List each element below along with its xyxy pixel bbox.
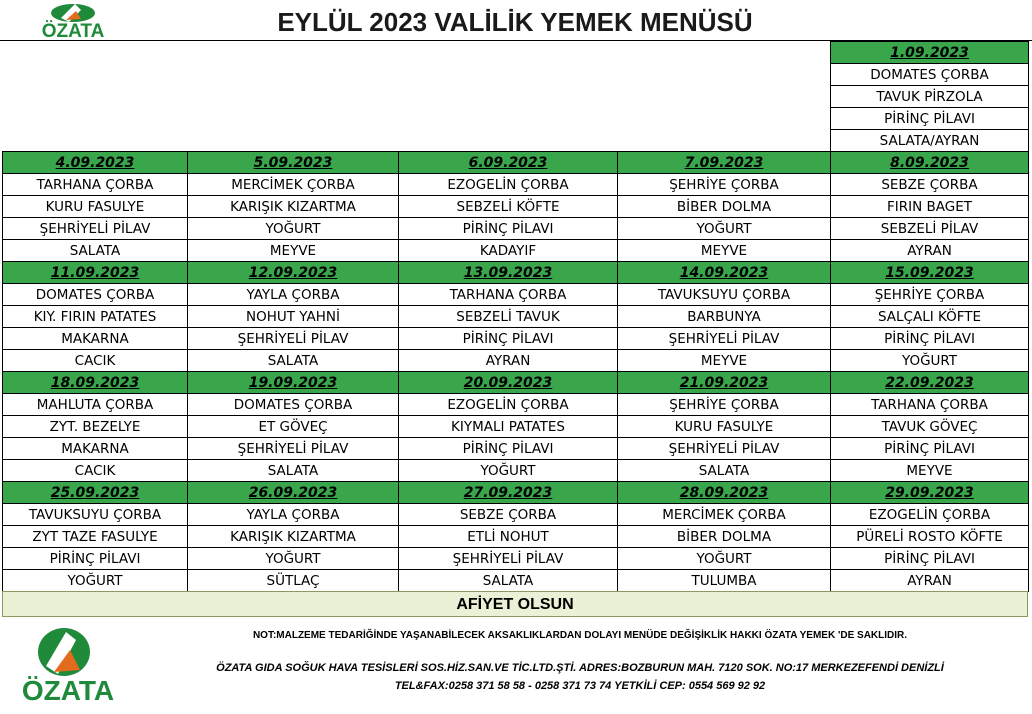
menu-item: TARHANA ÇORBA [831,394,1029,416]
menu-item: TAVUKSUYU ÇORBA [3,504,188,526]
day-date: 22.09.2023 [831,372,1029,394]
table-row [3,196,1029,218]
date-row [3,152,1029,174]
menu-item: MEYVE [618,350,831,372]
logo-top-text: ÖZATA [41,21,105,40]
footer-contact: TEL&FAX:0258 371 58 58 - 0258 371 73 74 YETKİLİ CEP: 0554 569 92 92 [394,680,766,692]
menu-item: TAVUKSUYU ÇORBA [618,284,831,306]
menu-item: SALATA [399,570,618,592]
day-date: 25.09.2023 [3,482,188,504]
menu-item: YOĞURT [188,218,399,240]
menu-item: KIYMALI PATATES [399,416,618,438]
table-row [3,174,1029,196]
menu-item: EZOGELİN ÇORBA [399,394,618,416]
menu-item: SALATA [618,460,831,482]
menu-item: ETLİ NOHUT [399,526,618,548]
menu-item: PİRİNÇ PİLAVI [399,328,618,350]
day-date: 8.09.2023 [831,152,1029,174]
menu-item: YOĞURT [3,570,188,592]
menu-item: AYRAN [831,240,1029,262]
date-row [3,262,1029,284]
table-row [3,42,1029,64]
menu-item: MEYVE [831,460,1029,482]
menu-item: YOĞURT [618,218,831,240]
menu-item: MAHLUTA ÇORBA [3,394,188,416]
menu-item: KADAYIF [399,240,618,262]
menu-item: EZOGELİN ÇORBA [399,174,618,196]
menu-item: ZYT TAZE FASULYE [3,526,188,548]
day-date: 20.09.2023 [399,372,618,394]
table-row [3,416,1029,438]
menu-item: TARHANA ÇORBA [3,174,188,196]
table-row [3,240,1029,262]
day-date: 6.09.2023 [399,152,618,174]
menu-item: SEBZELİ TAVUK [399,306,618,328]
date-row [3,372,1029,394]
afiyet-banner: AFİYET OLSUN [2,591,1028,617]
menu-item: TAVUK PİRZOLA [831,86,1029,108]
menu-item: YOĞURT [831,350,1029,372]
menu-item: KARIŞIK KIZARTMA [188,526,399,548]
menu-item: YOĞURT [188,548,399,570]
menu-item: BİBER DOLMA [618,196,831,218]
menu-item: MAKARNA [3,438,188,460]
menu-item: TAVUK GÖVEÇ [831,416,1029,438]
menu-table [2,41,1029,592]
menu-item: SALATA [188,460,399,482]
day-date: 19.09.2023 [188,372,399,394]
menu-item: ŞEHRİYELİ PİLAV [3,218,188,240]
menu-item: PİRİNÇ PİLAVI [831,328,1029,350]
menu-item: EZOGELİN ÇORBA [831,504,1029,526]
day-date: 12.09.2023 [188,262,399,284]
menu-item: ŞEHRİYELİ PİLAV [188,438,399,460]
menu-item: SALATA/AYRAN [831,130,1029,152]
menu-item: MERCİMEK ÇORBA [188,174,399,196]
menu-item: MAKARNA [3,328,188,350]
table-row [3,394,1029,416]
menu-item: YOĞURT [618,548,831,570]
day-date: 4.09.2023 [3,152,188,174]
menu-item: AYRAN [399,350,618,372]
menu-item: KIY. FIRIN PATATES [3,306,188,328]
menu-item: ŞEHRİYELİ PİLAV [618,438,831,460]
menu-item: SEBZE ÇORBA [831,174,1029,196]
menu-item: KARIŞIK KIZARTMA [188,196,399,218]
menu-item: FIRIN BAGET [831,196,1029,218]
menu-item: PİRİNÇ PİLAVI [399,438,618,460]
menu-item: CACIK [3,350,188,372]
menu-item: SEBZE ÇORBA [399,504,618,526]
day-date: 28.09.2023 [618,482,831,504]
date-row [3,482,1029,504]
menu-item: SALATA [188,350,399,372]
day-date: 27.09.2023 [399,482,618,504]
menu-item: PİRİNÇ PİLAVI [831,548,1029,570]
menu-item: PÜRELİ ROSTO KÖFTE [831,526,1029,548]
day-date: 26.09.2023 [188,482,399,504]
footer [0,618,1032,714]
table-row [3,570,1029,592]
menu-item: PİRİNÇ PİLAVI [831,438,1029,460]
day-date: 11.09.2023 [3,262,188,284]
menu-item: ŞEHRİYE ÇORBA [618,174,831,196]
empty-area [3,42,831,152]
ozata-logo-top [3,2,143,40]
day-date: 7.09.2023 [618,152,831,174]
menu-item: ŞEHRİYE ÇORBA [618,394,831,416]
menu-item: TULUMBA [618,570,831,592]
menu-item: DOMATES ÇORBA [188,394,399,416]
day-date: 1.09.2023 [831,42,1029,64]
day-date: 29.09.2023 [831,482,1029,504]
table-row [3,438,1029,460]
menu-item: SEBZELİ KÖFTE [399,196,618,218]
day-date: 18.09.2023 [3,372,188,394]
menu-item: SALATA [3,240,188,262]
day-date: 5.09.2023 [188,152,399,174]
menu-item: YOĞURT [399,460,618,482]
menu-item: PİRİNÇ PİLAVI [831,108,1029,130]
table-row [3,284,1029,306]
menu-item: ŞEHRİYELİ PİLAV [618,328,831,350]
table-row [3,526,1029,548]
menu-item: ŞEHRİYELİ PİLAV [399,548,618,570]
menu-item: MEYVE [188,240,399,262]
menu-item: DOMATES ÇORBA [3,284,188,306]
table-row [3,218,1029,240]
menu-item: ŞEHRİYELİ PİLAV [188,328,399,350]
footer-company: ÖZATA GIDA SOĞUK HAVA TESİSLERİ SOS.HİZ.SAN.VE TİC.LTD.ŞTİ. ADRES:BOZBURUN MAH. 7120 SOK. NO:17 MERKEZEFENDİ DENİZLİ [216,662,944,674]
table-row [3,306,1029,328]
menu-item: KURU FASULYE [3,196,188,218]
table-row [3,350,1029,372]
menu-item: BARBUNYA [618,306,831,328]
table-row [3,548,1029,570]
menu-item: YAYLA ÇORBA [188,284,399,306]
menu-item: DOMATES ÇORBA [831,64,1029,86]
table-row [3,460,1029,482]
menu-item: MERCİMEK ÇORBA [618,504,831,526]
ozata-logo-bottom [4,624,136,706]
day-date: 21.09.2023 [618,372,831,394]
menu-item: YAYLA ÇORBA [188,504,399,526]
day-date: 14.09.2023 [618,262,831,284]
day-date: 15.09.2023 [831,262,1029,284]
menu-item: SEBZELİ PİLAV [831,218,1029,240]
day-date: 13.09.2023 [399,262,618,284]
menu-item: PİRİNÇ PİLAVI [399,218,618,240]
table-row [3,328,1029,350]
footer-note: NOT:MALZEME TEDARİĞİNDE YAŞANABİLECEK AKSAKLIKLARDAN DOLAYI MENÜDE DEĞİŞİKLİK HAKKI ÖZATA YEMEK 'DE SAKLIDIR. [252,630,908,641]
menu-item: ZYT. BEZELYE [3,416,188,438]
menu-item: KURU FASULYE [618,416,831,438]
table-row [3,504,1029,526]
menu-item: TARHANA ÇORBA [399,284,618,306]
menu-item: SÜTLAÇ [188,570,399,592]
menu-item: SALÇALI KÖFTE [831,306,1029,328]
menu-item: MEYVE [618,240,831,262]
menu-item: PİRİNÇ PİLAVI [3,548,188,570]
menu-item: ET GÖVEÇ [188,416,399,438]
menu-item: NOHUT YAHNİ [188,306,399,328]
menu-item: BİBER DOLMA [618,526,831,548]
logo-bottom-text: ÖZATA [21,675,115,706]
menu-item: CACIK [3,460,188,482]
menu-item: AYRAN [831,570,1029,592]
menu-item: ŞEHRİYE ÇORBA [831,284,1029,306]
page-title: EYLÜL 2023 VALİLİK YEMEK MENÜSÜ [277,7,753,37]
